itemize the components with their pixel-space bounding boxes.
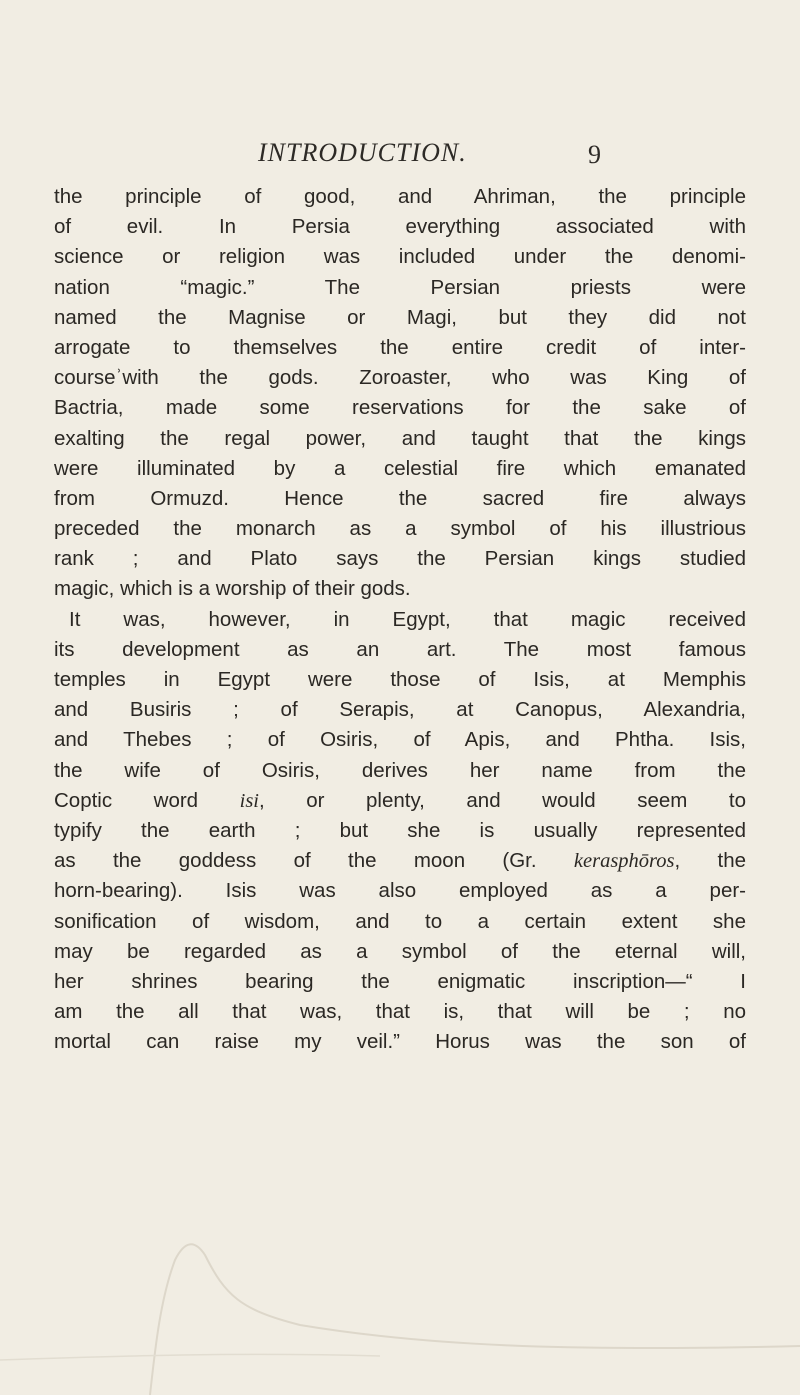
text-line: It was, however, in Egypt, that magic received <box>69 607 746 631</box>
paper-fold-mark <box>0 1060 800 1395</box>
text-line: exalting the regal power, and taught that the kings <box>54 426 746 450</box>
text-line: mortal can raise my veil.” Horus was the son of <box>54 1030 746 1054</box>
running-title: INTRODUCTION. <box>258 138 467 167</box>
text-line: and Thebes ; of Osiris, of Apis, and Phtha. Isis, <box>54 728 746 752</box>
text-line: magic, which is a worship of their gods. <box>54 577 411 601</box>
text-line: horn-bearing). Isis was also employed as a per- <box>54 879 746 903</box>
text-line: and Busiris ; of Serapis, at Canopus, Alexandria, <box>54 698 746 722</box>
text-line: temples in Egypt were those of Isis, at Memphis <box>54 668 746 691</box>
page-number: 9 <box>588 140 601 169</box>
text-line: nation “magic.” The Persian priests were <box>54 275 746 299</box>
text-line: courseʾwith the gods. Zoroaster, who was King of <box>54 366 746 390</box>
text-line: arrogate to themselves the entire credit of inter- <box>54 335 746 359</box>
text-line: may be regarded as a symbol of the eternal will, <box>54 939 746 963</box>
body-text <box>54 182 746 1057</box>
text-line: rank ; and Plato says the Persian kings studied <box>54 547 746 571</box>
text-line: Bactria, made some reservations for the sake of <box>54 396 746 420</box>
text-line: preceded the monarch as a symbol of his illustrious <box>54 517 746 541</box>
text-line: sonification of wisdom, and to a certain extent she <box>54 909 746 933</box>
text-line: as the goddess of the moon (Gr. kerasphōros, the <box>54 849 747 873</box>
running-head <box>0 138 800 178</box>
text-line: of evil. In Persia everything associated with <box>54 215 746 239</box>
text-line: the wife of Osiris, derives her name from the <box>54 758 746 782</box>
text-line: its development as an art. The most famous <box>54 637 746 661</box>
text-line: am the all that was, that is, that will be ; no <box>54 1000 746 1024</box>
text-line: the principle of good, and Ahriman, the principle <box>54 185 746 208</box>
text-line: typify the earth ; but she is usually represented <box>54 818 746 842</box>
text-line: were illuminated by a celestial fire which emanated <box>54 456 746 480</box>
text-line: named the Magnise or Magi, but they did not <box>54 305 746 329</box>
text-line: science or religion was included under the denomi- <box>54 245 746 269</box>
text-line: from Ormuzd. Hence the sacred fire always <box>54 486 746 510</box>
text-line: Coptic word isi, or plenty, and would seem to <box>54 788 747 812</box>
text-line: her shrines bearing the enigmatic inscription—“ I <box>54 969 746 993</box>
